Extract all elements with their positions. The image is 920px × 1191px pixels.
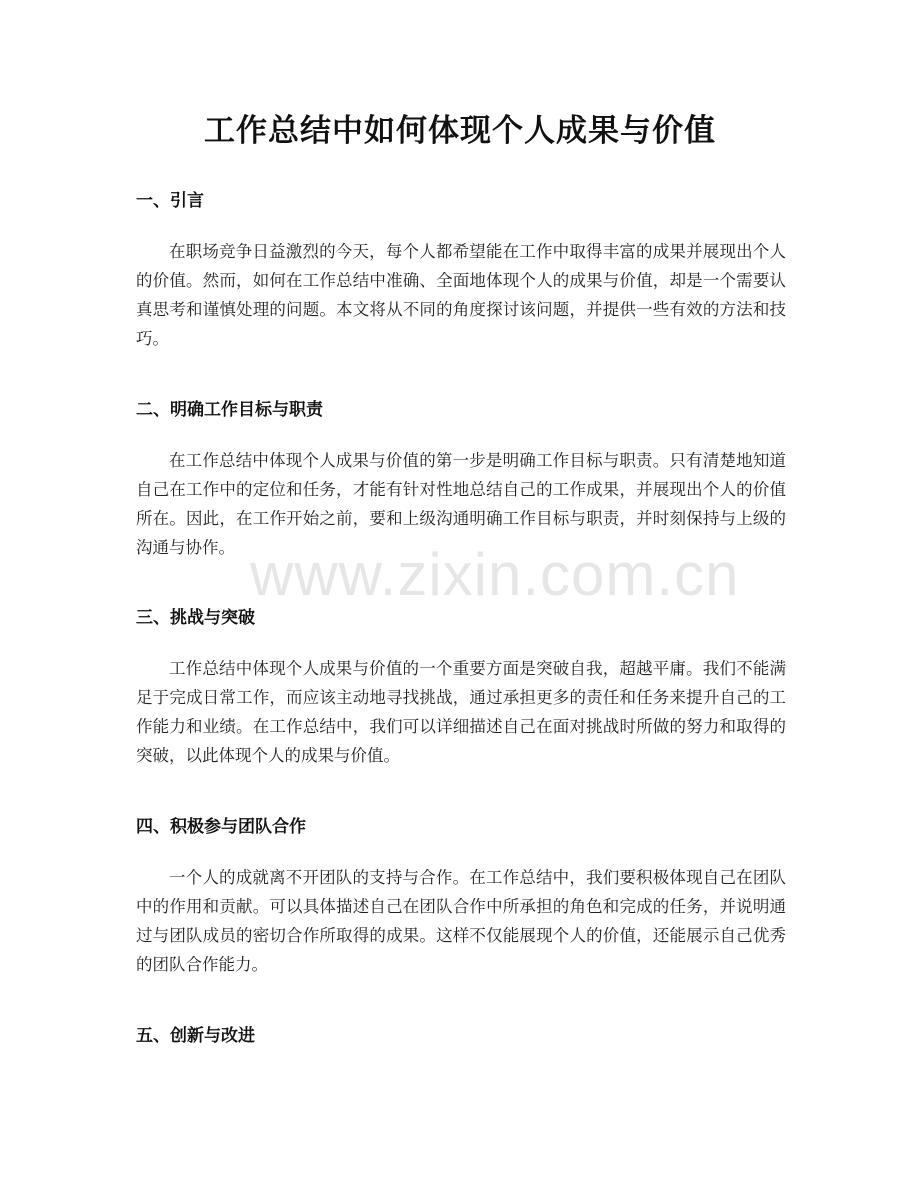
section-heading: 三、挑战与突破 [136,608,255,628]
section-paragraph: 在工作总结中体现个人成果与价值的第一步是明确工作目标与职责。只有清楚地知道自己在工作中的定位和任务，才能有针对性地总结自己的工作成果，并展现出个人的价值所在。因此，在工作开始之前，要和上级沟通明确工作目标与职责，并时刻保持与上级的沟通与协作。 [136,451,786,557]
section-heading: 四、积极参与团队合作 [136,817,306,837]
section-paragraph: 工作总结中体现个人成果与价值的一个重要方面是突破自我，超越平庸。我们不能满足于完成日常工作，而应该主动地寻找挑战，通过承担更多的责任和任务来提升自己的工作能力和业绩。在工作总结中，我们可以详细描述自己在面对挑战时所做的努力和取得的突破，以此体现个人的成果与价值。 [136,659,786,765]
section-paragraph: 在职场竞争日益激烈的今天，每个人都希望能在工作中取得丰富的成果并展现出个人的价值。然而，如何在工作总结中准确、全面地体现个人的成果与价值，却是一个需要认真思考和谨慎处理的问题。本文将从不同的角度探讨该问题，并提供一些有效的方法和技巧。 [136,242,786,348]
section-paragraph: 一个人的成就离不开团队的支持与合作。在工作总结中，我们要积极体现自己在团队中的作用和贡献。可以具体描述自己在团队合作中所承担的角色和完成的任务，并说明通过与团队成员的密切合作所取得的成果。这样不仅能展现个人的价值，还能展示自己优秀的团队合作能力。 [136,868,786,974]
section-heading: 一、引言 [136,191,204,211]
section-heading: 五、创新与改进 [136,1026,255,1046]
page-title: 工作总结中如何体现个人成果与价值 [204,113,716,149]
section-teamwork [136,814,786,979]
section-goals [136,397,786,562]
section-introduction [136,188,786,353]
watermark: www.zixin.com.cn [250,541,740,608]
section-heading: 二、明确工作目标与职责 [136,400,323,420]
section-innovation [136,1023,786,1049]
section-challenges [136,605,786,770]
